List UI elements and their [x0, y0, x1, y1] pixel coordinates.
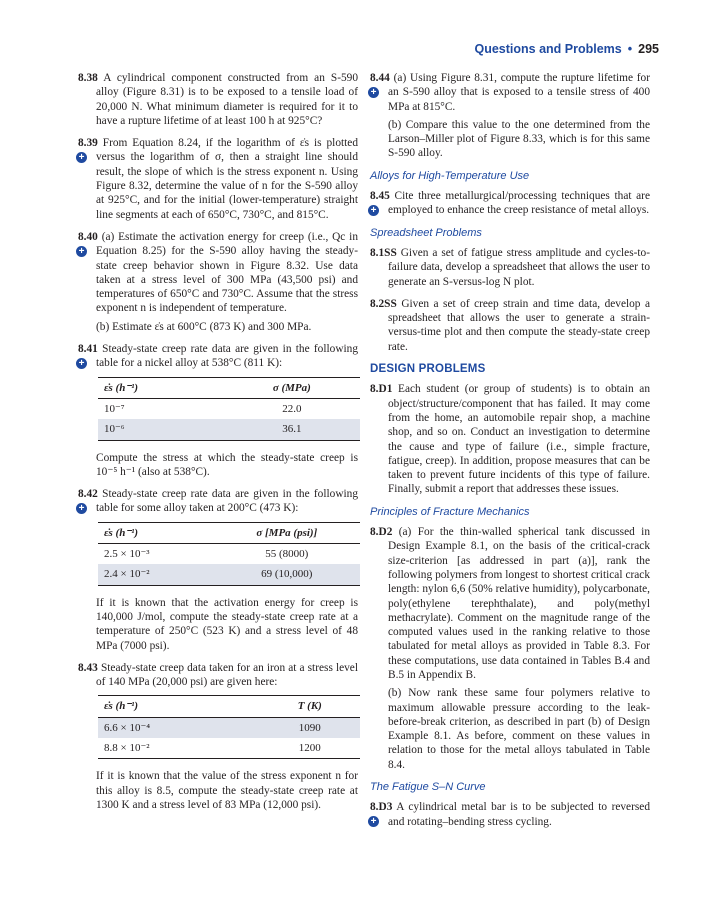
problem-number: 8.44	[370, 72, 390, 84]
problem-part-a: (a) For the thin-walled spherical tank discussed in Design Example 8.1, on the basis of the critical-crack size-criterion [as addressed in part (a)], rank the following polymers from longest to shortest critical crack length: nylon 6,6 (50% relative humidity), polycarbonate, poly(ethylene terephthalate), and poly(methyl methacrylate). Comment on the magnitude range of the computed values used in the ranking relative to those tabulated for metal alloys as provided in Table 8.3. For these computations, use data contained in Tables B.4 and B.5 in Appendix B.	[388, 526, 650, 681]
problem-8-40	[78, 230, 358, 316]
table-header: ε̇s (h⁻¹)	[98, 696, 260, 717]
table-row	[98, 398, 360, 419]
plus-icon[interactable]: +	[368, 87, 379, 98]
problem-text: Steady-state creep rate data are given in the following table for some alloy taken at 200°C (473 K):	[96, 488, 359, 515]
problem-8-45	[370, 189, 650, 218]
problem-text: Given a set of creep strain and time data, develop a spreadsheet that allows the user to generate a strain-versus-time plot and then compute the steady-state creep rate.	[388, 297, 650, 353]
problem-number: 8.2SS	[370, 297, 397, 310]
problem-number: 8.45	[370, 190, 390, 203]
problem-number: 8.40	[78, 230, 98, 243]
problem-8-39	[78, 136, 358, 222]
plus-icon[interactable]: +	[368, 205, 379, 216]
problem-text: A cylindrical component constructed from an S-590 alloy (Figure 8.31) is to be exposed to a tensile load of 20,000 N. What minimum diameter is required for it to have a rupture lifetime of at least 100 h at 925°C?	[96, 72, 359, 127]
problem-8-44	[370, 71, 650, 114]
problem-part-a: (a) Estimate the activation energy for creep (i.e., Qc in Equation 8.25) for the S-590 alloy having the steady-state creep behavior shown in Figure 8.32. Use data taken at a stress level of 300 MPa (43,500 psi) and temperatures of 650°C and 730°C. Assume that the stress exponent n is independent of temperature.	[96, 230, 358, 315]
problem-8-44-part-b: (b) Compare this value to the one determined from the Larson–Miller plot of Figure 8.33, which is for this same S-590 alloy.	[388, 118, 650, 160]
table-cell: 69 (10,000)	[214, 564, 360, 585]
problem-8-43	[78, 661, 358, 690]
table-cell: 1200	[260, 738, 360, 759]
header-separator: •	[627, 42, 633, 56]
table-cell: 55 (8000)	[265, 548, 309, 561]
problem-text: From Equation 8.24, if the logarithm of ε̇s is plotted versus the logarithm of σ, then a straight line should result, the slope of which is the stress exponent n. Using Figure 8.32, determine the value of n for the S-590 alloy at 925°C, and for the initial (lower-temperature) straight line segments at each of 650°C, 730°C, and 815°C.	[96, 137, 358, 221]
section-heading-fracture-mechanics: Principles of Fracture Mechanics	[370, 505, 530, 518]
page-header	[474, 42, 659, 56]
table-header: ε̇s (h⁻¹)	[98, 522, 214, 543]
problem-8-2ss	[370, 297, 650, 354]
plus-icon[interactable]: +	[76, 503, 87, 514]
table-row	[98, 544, 360, 565]
problem-number: 8.43	[78, 661, 98, 674]
data-table-8-43	[98, 695, 360, 759]
problem-number: 8.38	[78, 72, 98, 84]
problem-text: A cylindrical metal bar is to be subjected to reversed and rotating–bending stress cycling.	[388, 801, 650, 828]
section-heading-high-temperature: Alloys for High-Temperature Use	[370, 169, 530, 182]
table-cell: 2.4 × 10⁻²	[98, 564, 214, 585]
table-cell: 8.8 × 10⁻²	[98, 738, 260, 759]
problem-8-41-question: Compute the stress at which the steady-state creep is 10⁻⁵ h⁻¹ (also at 538°C).	[96, 451, 358, 478]
problem-text: Steady-state creep rate data are given in the following table for a nickel alloy at 538°C (811 K):	[96, 343, 359, 370]
section-heading-spreadsheet: Spreadsheet Problems	[370, 226, 482, 239]
problem-text: Cite three metallurgical/processing techniques that are employed to enhance the creep resistance of metal alloys.	[388, 190, 650, 217]
problem-8-40-part-b: (b) Estimate ε̇s at 600°C (873 K) and 300 MPa.	[96, 320, 312, 333]
plus-icon[interactable]: +	[76, 152, 87, 163]
problem-text: Steady-state creep data taken for an iron at a stress level of 140 MPa (20,000 psi) are given here:	[96, 661, 358, 689]
problem-8-d3	[370, 800, 650, 829]
table-cell: 6.6 × 10⁻⁴	[98, 717, 260, 738]
data-table-8-42	[98, 522, 360, 586]
problem-number: 8.D3	[370, 801, 393, 814]
problem-part-a: (a) Using Figure 8.31, compute the rupture lifetime for an S-590 alloy that is exposed to a tensile stress of 400 MPa at 815°C.	[388, 72, 650, 113]
table-row	[98, 419, 360, 440]
data-table-8-41	[98, 377, 360, 441]
table-cell: 1090	[260, 717, 360, 738]
section-title: Questions and Problems	[474, 42, 622, 56]
problem-8-41	[78, 342, 358, 371]
problem-number: 8.42	[78, 488, 98, 501]
table-row	[98, 738, 360, 759]
problem-number: 8.41	[78, 343, 98, 356]
table-header: σ (MPa)	[224, 377, 360, 398]
problem-8-42-question: If it is known that the activation energy for creep is 140,000 J/mol, compute the steady-state creep rate at a temperature of 250°C (523 K) and a stress level of 48 MPa (7000 psi).	[96, 596, 358, 652]
right-column	[370, 71, 650, 837]
table-header: T (K)	[260, 696, 360, 717]
table-cell: 22.0	[282, 402, 302, 415]
problem-number: 8.D1	[370, 383, 393, 396]
table-cell: 2.5 × 10⁻³	[104, 548, 150, 561]
problem-text: Each student (or group of students) is to obtain an object/structure/component that has failed. It may come from the home, an automobile repair shop, a machine shop, and so on. Conduct an investigation to determine the cause and type of failure (i.e., simple fracture, fatigue, creep). In addition, propose measures that can be taken to prevent future incidents of this type of failure. Finally, submit a report that addresses these issues.	[388, 383, 651, 496]
problem-8-38	[78, 71, 358, 128]
plus-icon[interactable]: +	[76, 246, 87, 257]
problem-number: 8.1SS	[370, 246, 397, 259]
plus-icon[interactable]: +	[76, 358, 87, 369]
problem-8-43-question: If it is known that the value of the stress exponent n for this alloy is 8.5, compute the steady-state creep rate at 1300 K and a stress level of 83 MPa (12,000 psi).	[96, 770, 358, 811]
plus-icon[interactable]: +	[368, 816, 379, 827]
table-row	[98, 564, 360, 585]
problem-8-d1	[370, 382, 650, 496]
left-column	[78, 71, 358, 820]
problem-number: 8.D2	[370, 526, 393, 539]
problem-text: Given a set of fatigue stress amplitude and cycles-to-failure data, develop a spreadsheet that allows the user to generate an S-versus-log N plot.	[388, 246, 650, 288]
page-number: 295	[638, 42, 659, 56]
problem-8-42	[78, 487, 358, 516]
table-header: σ [MPa (psi)]	[214, 522, 360, 543]
table-header: ε̇s (h⁻¹)	[98, 377, 224, 398]
design-problems-heading: DESIGN PROBLEMS	[370, 363, 486, 376]
problem-8-1ss	[370, 246, 650, 289]
table-cell: 10⁻⁶	[98, 419, 224, 440]
table-row	[98, 717, 360, 738]
table-cell: 10⁻⁷	[104, 402, 125, 415]
problem-number: 8.39	[78, 137, 98, 150]
section-heading-fatigue: The Fatigue S–N Curve	[370, 781, 486, 794]
problem-8-d2-part-b: (b) Now rank these same four polymers relative to maximum allowable pressure according to the leak-before-break criterion, as described in part (b) of Design Example 8.1. As before, comment on these values in relation to those for the metal alloys tabulated in Table 8.4.	[388, 687, 650, 771]
table-cell: 36.1	[224, 419, 360, 440]
problem-8-d2	[370, 525, 650, 682]
